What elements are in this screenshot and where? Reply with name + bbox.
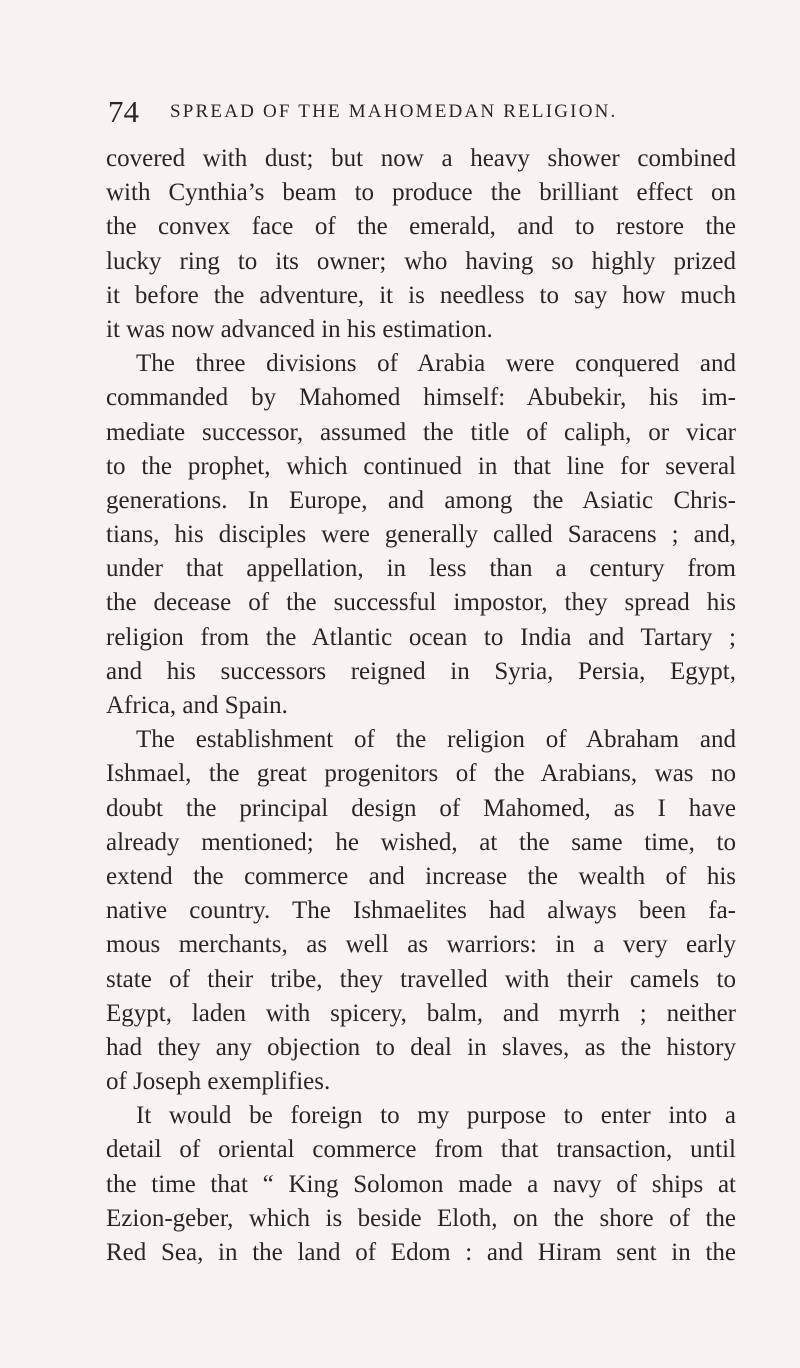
text-line: religion from the Atlantic ocean to India and Tartary ; [106, 623, 736, 651]
text-line: detail of oriental commerce from that transaction, until [106, 1136, 736, 1164]
page-header [108, 92, 708, 132]
text-line: Ishmael, the great progenitors of the Arabians, was no [106, 760, 736, 788]
text-line: Ezion-geber, which is beside Eloth, on the shore of the [106, 1204, 736, 1232]
text-line: and his successors reigned in Syria, Persia, Egypt, [106, 657, 736, 685]
text-line: it was now advanced in his estimation. [106, 315, 493, 343]
text-line: the convex face of the emerald, and to restore the [106, 213, 736, 241]
text-line: had they any objection to deal in slaves, as the history [106, 1033, 736, 1061]
text-line: native country. The Ishmaelites had always been fa- [106, 897, 736, 925]
text-line: The three divisions of Arabia were conquered and [136, 350, 736, 378]
text-line: it before the adventure, it is needless to say how much [106, 281, 736, 309]
text-line: commanded by Mahomed himself: Abubekir, his im- [106, 384, 736, 412]
running-head: SPREAD OF THE MAHOMEDAN RELIGION. [170, 101, 618, 122]
text-line: Africa, and Spain. [106, 692, 288, 719]
text-line: tians, his disciples were generally called Saracens ; and, [106, 521, 736, 549]
text-line: the decease of the successful impostor, they spread his [106, 589, 736, 617]
text-line: mediate successor, assumed the title of caliph, or vicar [106, 418, 736, 446]
text-line: It would be foreign to my purpose to enter into a [136, 1102, 736, 1130]
text-line: under that appellation, in less than a century from [106, 555, 736, 583]
text-line: extend the commerce and increase the wealth of his [106, 862, 736, 890]
text-line: the time that “ King Solomon made a navy of ships at [106, 1170, 736, 1198]
text-line: The establishment of the religion of Abraham and [136, 726, 736, 754]
text-line: mous merchants, as well as warriors: in a very early [106, 931, 736, 959]
text-line: to the prophet, which continued in that line for several [106, 452, 736, 480]
text-line: state of their tribe, they travelled with their camels to [106, 965, 736, 993]
text-line: covered with dust; but now a heavy shower combined [106, 145, 736, 172]
text-line: of Joseph exemplifies. [106, 1068, 331, 1096]
text-line: generations. In Europe, and among the Asiatic Chris- [106, 486, 736, 514]
text-line: doubt the principal design of Mahomed, as I have [106, 794, 736, 822]
text-line: Red Sea, in the land of Edom : and Hiram sent in the [106, 1239, 736, 1266]
text-line: Egypt, laden with spicery, balm, and myrrh ; neither [106, 999, 736, 1027]
text-line: lucky ring to its owner; who having so highly prized [106, 247, 736, 275]
page-number: 74 [108, 94, 139, 129]
text-line: with Cynthia’s beam to produce the brilliant effect on [106, 179, 736, 207]
text-line: already mentioned; he wished, at the same time, to [106, 828, 736, 856]
body-text [106, 142, 736, 1270]
